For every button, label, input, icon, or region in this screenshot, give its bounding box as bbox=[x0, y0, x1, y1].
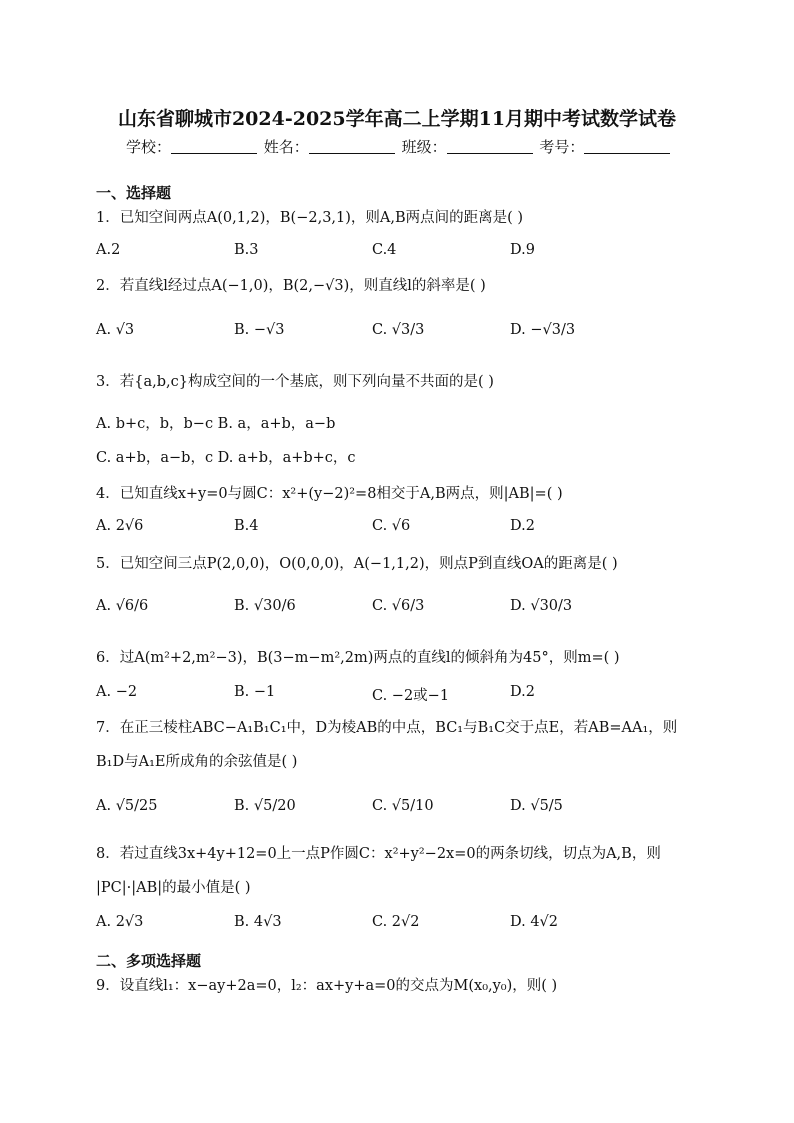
question-2-stem: 2．若直线l经过点A(−1,0)，B(2,−√3)，则直线l的斜率是( ) bbox=[96, 278, 486, 294]
q1-option-d: D.9 bbox=[510, 242, 535, 258]
number-label: 考号： bbox=[539, 138, 585, 156]
q8-option-c: C. 2√2 bbox=[372, 914, 420, 930]
question-9-stem: 9．设直线l₁：x−ay+2a=0，l₂：ax+y+a=0的交点为M(x₀,y₀)，则( ) bbox=[96, 978, 558, 994]
q6-option-d: D.2 bbox=[510, 684, 535, 700]
q4-option-b: B.4 bbox=[234, 518, 259, 534]
q2-option-d: D. −√3/3 bbox=[510, 322, 576, 338]
q2-option-b: B. −√3 bbox=[234, 322, 285, 338]
q6-option-b: B. −1 bbox=[234, 684, 276, 700]
q1-option-a: A.2 bbox=[96, 242, 121, 258]
q5-option-d: D. √30/3 bbox=[510, 598, 573, 614]
q5-option-c: C. √6/3 bbox=[372, 598, 425, 614]
class-label: 班级： bbox=[401, 138, 447, 156]
section-heading-choice: 一、选择题 bbox=[96, 184, 172, 202]
q6-option-c: C. −2或−1 bbox=[372, 688, 450, 704]
school-blank bbox=[171, 139, 257, 154]
q8-option-a: A. 2√3 bbox=[96, 914, 144, 930]
q7-option-c: C. √5/10 bbox=[372, 798, 434, 814]
q6-option-a: A. −2 bbox=[96, 684, 138, 700]
info-line bbox=[126, 136, 672, 157]
q7-option-b: B. √5/20 bbox=[234, 798, 296, 814]
section-heading-multi-choice: 二、多项选择题 bbox=[96, 952, 202, 970]
q4-option-a: A. 2√6 bbox=[96, 518, 144, 534]
question-8-line2: |PC|·|AB|的最小值是( ) bbox=[96, 880, 251, 896]
q1-option-c: C.4 bbox=[372, 242, 397, 258]
q3-options-row1: A. b+c，b，b−c B. a，a+b，a−b bbox=[96, 416, 336, 432]
q2-option-c: C. √3/3 bbox=[372, 322, 425, 338]
q7-option-d: D. √5/5 bbox=[510, 798, 563, 814]
question-5-stem: 5．已知空间三点P(2,0,0)，O(0,0,0)，A(−1,1,2)，则点P到直线OA的距离是( ) bbox=[96, 556, 618, 572]
question-6-stem: 6．过A(m²+2,m²−3)，B(3−m−m²,2m)两点的直线l的倾斜角为45°，则m=( ) bbox=[96, 650, 620, 666]
q5-option-b: B. √30/6 bbox=[234, 598, 296, 614]
q8-option-b: B. 4√3 bbox=[234, 914, 282, 930]
q3-options-row2: C. a+b，a−b，c D. a+b，a+b+c，c bbox=[96, 450, 356, 466]
name-label: 姓名： bbox=[263, 138, 309, 156]
name-blank bbox=[309, 139, 395, 154]
class-blank bbox=[447, 139, 533, 154]
page-title: 山东省聊城市2024-2025学年高二上学期11月期中考试数学试卷 bbox=[117, 108, 677, 130]
q4-option-c: C. √6 bbox=[372, 518, 411, 534]
q7-option-a: A. √5/25 bbox=[96, 798, 158, 814]
question-1-stem: 1．已知空间两点A(0,1,2)，B(−2,3,1)，则A,B两点间的距离是( ) bbox=[96, 210, 524, 226]
q1-option-b: B.3 bbox=[234, 242, 259, 258]
question-7-line2: B₁D与A₁E所成角的余弦值是( ) bbox=[96, 754, 298, 770]
q4-option-d: D.2 bbox=[510, 518, 535, 534]
question-3-stem: 3．若{a,b,c}构成空间的一个基底，则下列向量不共面的是( ) bbox=[96, 374, 494, 390]
number-blank bbox=[584, 139, 670, 154]
question-7-line1: 7．在正三棱柱ABC−A₁B₁C₁中，D为棱AB的中点，BC₁与B₁C交于点E，若AB=AA₁，则 bbox=[96, 720, 678, 736]
question-8-line1: 8．若过直线3x+4y+12=0上一点P作圆C：x²+y²−2x=0的两条切线，切点为A,B，则 bbox=[96, 846, 661, 862]
q5-option-a: A. √6/6 bbox=[96, 598, 149, 614]
school-label: 学校： bbox=[126, 138, 172, 156]
q2-option-a: A. √3 bbox=[96, 322, 135, 338]
q8-option-d: D. 4√2 bbox=[510, 914, 559, 930]
question-4-stem: 4．已知直线x+y=0与圆C：x²+(y−2)²=8相交于A,B两点，则|AB|=( ) bbox=[96, 486, 563, 502]
